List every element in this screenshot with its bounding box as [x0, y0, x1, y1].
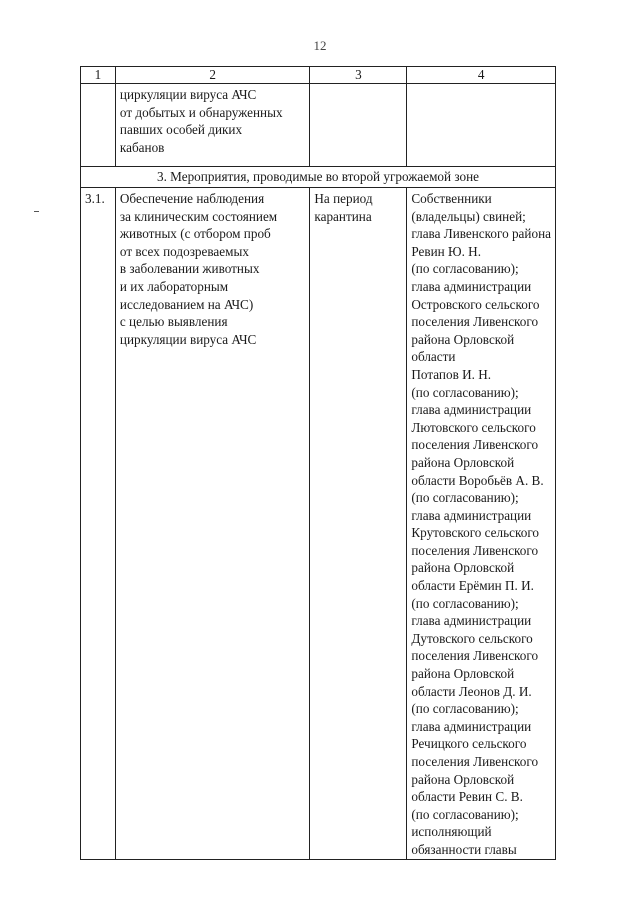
text-line: глава администрации — [411, 718, 532, 734]
text-line: с целью выявления — [119, 314, 228, 330]
page-number: 12 — [313, 38, 327, 53]
text-line: от всех подозреваемых — [119, 243, 249, 259]
responsible-cell — [407, 188, 556, 860]
text-line: Крутовского сельского — [411, 525, 539, 541]
text-line: На период — [314, 191, 373, 206]
period-cell — [310, 188, 407, 860]
text-line: области Леонов Д. И. — [411, 683, 532, 699]
text-line: обязанности главы — [411, 841, 517, 857]
text-line: карантина — [314, 208, 372, 224]
text-line: района Орловской — [411, 454, 515, 470]
text-line: (по согласованию); — [411, 261, 519, 277]
text-line: животных (с отбором проб — [119, 226, 271, 242]
text-line: Ревин Ю. Н. — [411, 243, 481, 259]
text-line: района Орловской — [411, 331, 515, 347]
table-row — [81, 84, 556, 167]
section-title: 3. Мероприятия, проводимые во второй угрожаемой зоне — [81, 167, 556, 188]
text-line: глава администрации — [411, 278, 532, 294]
column-header: 3 — [310, 67, 407, 84]
text-line: глава администрации — [411, 613, 532, 629]
text-line: Речицкого сельского — [411, 736, 527, 752]
text-line: Островского сельского — [411, 296, 540, 312]
text-line: района Орловской — [411, 771, 515, 787]
text-line: циркуляции вируса АЧС — [119, 331, 257, 347]
text-line: поселения Ливенского — [411, 542, 539, 558]
text-line: области — [411, 349, 456, 365]
text-line: области Ерёмин П. И. — [411, 578, 534, 594]
text-line: кабанов — [119, 139, 165, 155]
text-line: области Воробьёв А. В. — [411, 472, 544, 488]
column-header: 4 — [407, 67, 556, 84]
text-line: циркуляции вируса АЧС — [119, 87, 257, 102]
text-line: поселения Ливенского — [411, 648, 539, 664]
text-line: исследованием на АЧС) — [119, 296, 254, 312]
measure-cell — [115, 84, 309, 167]
text-line: исполняющий — [411, 824, 492, 840]
text-line: Лютовского сельского — [411, 419, 536, 435]
text-line: поселения Ливенского — [411, 754, 539, 769]
text-line: (владельцы) свиней; — [411, 208, 526, 224]
text-line: и их лабораторным — [119, 278, 229, 294]
text-line: Дутовского сельского — [411, 630, 533, 646]
text-line: области Ревин С. В. — [411, 789, 523, 805]
margin-mark — [34, 211, 39, 212]
table-row — [81, 188, 556, 860]
section-row — [81, 167, 556, 188]
text-line: (по согласованию); — [411, 490, 519, 506]
period-cell — [310, 84, 407, 167]
text-line: района Орловской — [411, 666, 515, 682]
text-line: Обеспечение наблюдения — [119, 191, 265, 206]
measure-cell — [115, 188, 309, 860]
column-header: 1 — [81, 67, 116, 84]
text-line: поселения Ливенского — [411, 314, 539, 330]
text-line: (по согласованию); — [411, 806, 519, 822]
column-header: 2 — [115, 67, 309, 84]
text-line: павших особей диких — [119, 122, 243, 138]
text-line: за клиническим состоянием — [119, 208, 278, 224]
text-line: глава администрации — [411, 402, 532, 418]
text-line: (по согласованию); — [411, 595, 519, 611]
text-line: в заболевании животных — [119, 261, 260, 277]
table-header-row — [81, 67, 556, 84]
row-number-cell: 3.1. — [81, 188, 116, 860]
text-line: (по согласованию); — [411, 384, 519, 400]
text-line: глава администрации — [411, 507, 532, 523]
text-line: глава Ливенского района — [411, 226, 551, 242]
measures-table — [80, 66, 556, 860]
text-line: района Орловской — [411, 560, 515, 576]
text-line: Потапов И. Н. — [411, 366, 492, 382]
responsible-cell — [407, 84, 556, 167]
text-line: от добытых и обнаруженных — [119, 104, 283, 120]
row-number-cell — [81, 84, 116, 167]
text-line: (по согласованию); — [411, 701, 519, 717]
text-line: Собственники — [411, 191, 492, 206]
text-line: поселения Ливенского — [411, 437, 539, 453]
